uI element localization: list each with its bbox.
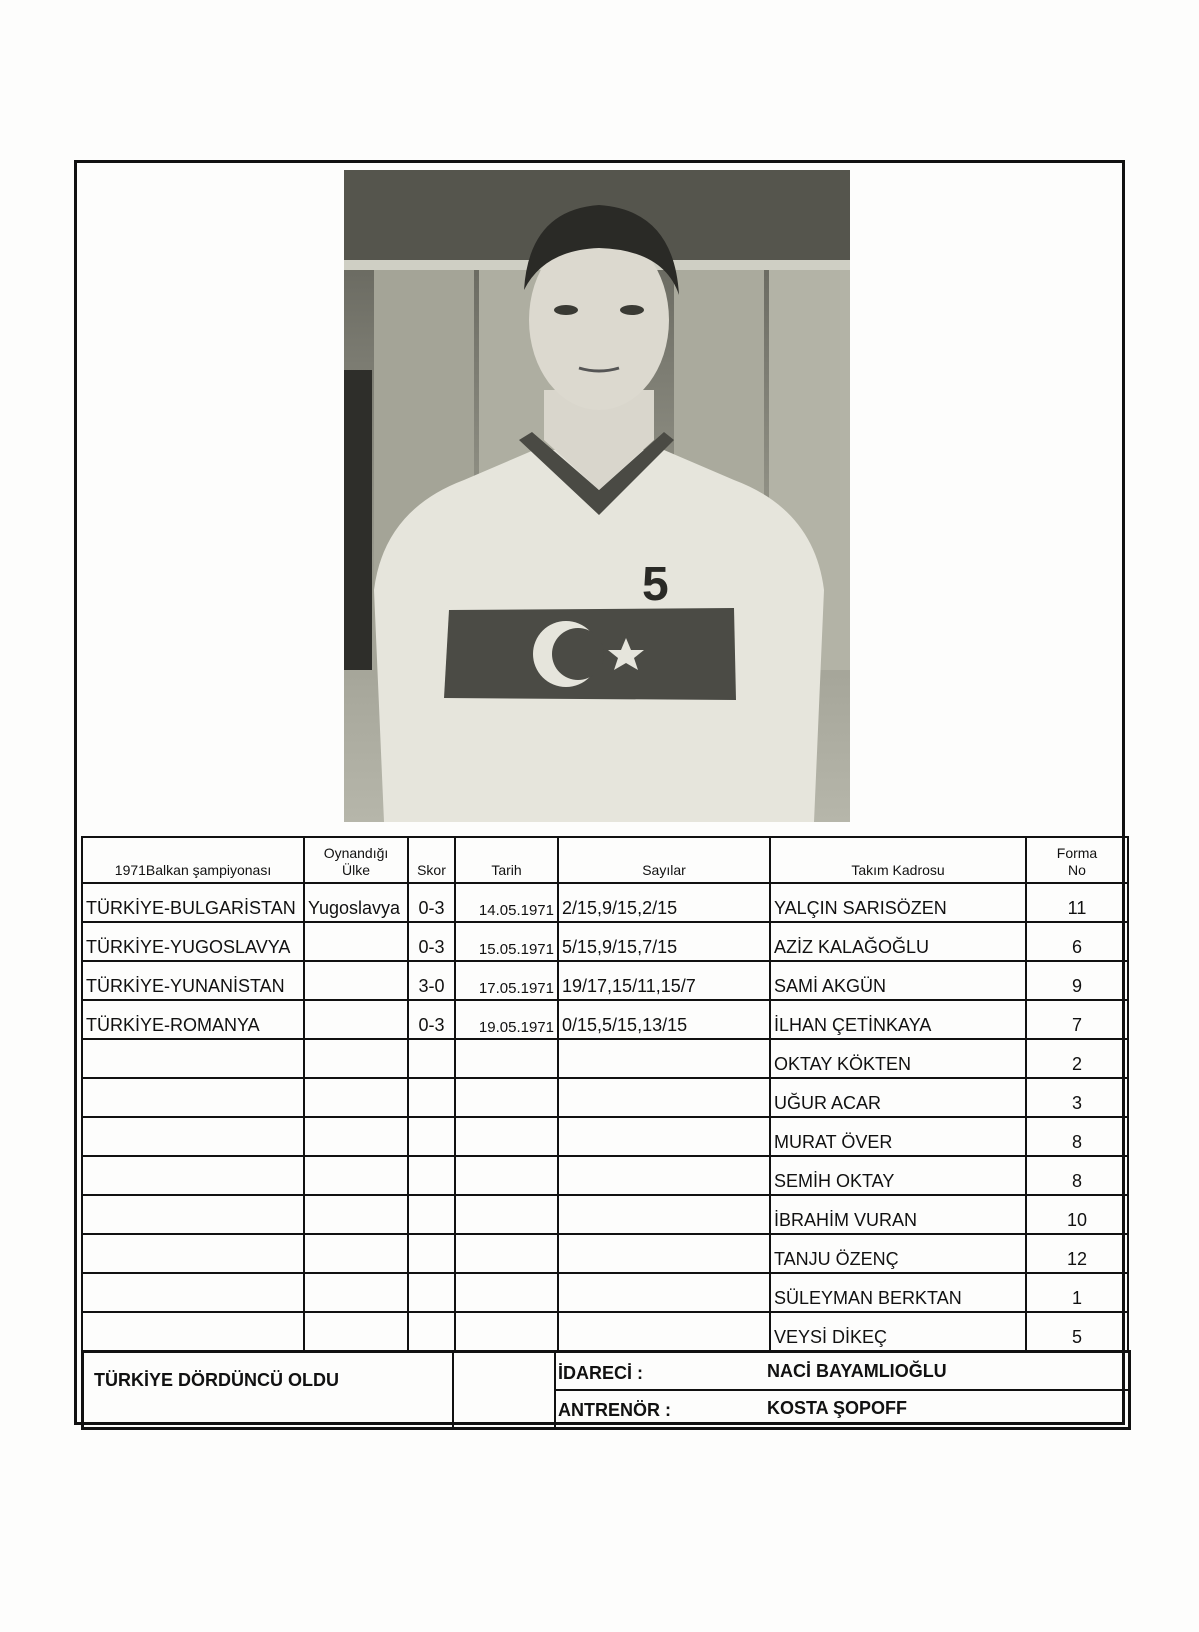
jersey-no-cell: 12 xyxy=(1026,1234,1128,1273)
player-cell: UĞUR ACAR xyxy=(770,1078,1026,1117)
country-cell xyxy=(304,1117,408,1156)
date-cell: 15.05.1971 xyxy=(455,922,558,961)
match-cell xyxy=(82,1156,304,1195)
score-cell xyxy=(408,1156,455,1195)
jersey-no-cell: 3 xyxy=(1026,1078,1128,1117)
sets-cell xyxy=(558,1234,770,1273)
match-cell xyxy=(82,1195,304,1234)
jersey-no-cell: 2 xyxy=(1026,1039,1128,1078)
table-row xyxy=(82,1078,1128,1117)
date-cell: 19.05.1971 xyxy=(455,1000,558,1039)
date-cell xyxy=(455,1195,558,1234)
table-row xyxy=(82,1117,1128,1156)
score-cell xyxy=(408,1039,455,1078)
date-cell xyxy=(455,1117,558,1156)
country-cell xyxy=(304,1156,408,1195)
jersey-no-cell: 11 xyxy=(1026,883,1128,922)
score-cell: 0-3 xyxy=(408,1000,455,1039)
date-cell xyxy=(455,1156,558,1195)
player-cell: YALÇIN SARISÖZEN xyxy=(770,883,1026,922)
sets-cell: 19/17,15/11,15/7 xyxy=(558,961,770,1000)
match-cell xyxy=(82,1312,304,1351)
player-cell: SÜLEYMAN BERKTAN xyxy=(770,1273,1026,1312)
country-cell xyxy=(304,1039,408,1078)
table-row xyxy=(82,1156,1128,1195)
country-cell: Yugoslavya xyxy=(304,883,408,922)
country-cell xyxy=(304,922,408,961)
date-cell xyxy=(455,1039,558,1078)
manager-name: NACİ BAYAMLIOĞLU xyxy=(767,1361,947,1381)
score-cell xyxy=(408,1312,455,1351)
sets-cell: 5/15,9/15,7/15 xyxy=(558,922,770,961)
jersey-no-cell: 6 xyxy=(1026,922,1128,961)
table-row xyxy=(82,1195,1128,1234)
date-cell: 17.05.1971 xyxy=(455,961,558,1000)
score-cell xyxy=(408,1117,455,1156)
match-cell xyxy=(82,1234,304,1273)
sets-cell: 0/15,5/15,13/15 xyxy=(558,1000,770,1039)
results-table xyxy=(81,836,1127,1352)
country-cell xyxy=(304,961,408,1000)
date-cell xyxy=(455,1078,558,1117)
date-cell xyxy=(455,1312,558,1351)
match-cell: TÜRKİYE-BULGARİSTAN xyxy=(82,883,304,922)
sets-cell xyxy=(558,1039,770,1078)
player-cell: VEYSİ DİKEÇ xyxy=(770,1312,1026,1351)
match-cell xyxy=(82,1273,304,1312)
table-row xyxy=(82,1273,1128,1312)
score-cell: 3-0 xyxy=(408,961,455,1000)
date-cell: 14.05.1971 xyxy=(455,883,558,922)
table-row xyxy=(82,1234,1128,1273)
country-cell xyxy=(304,1273,408,1312)
match-cell: TÜRKİYE-ROMANYA xyxy=(82,1000,304,1039)
country-cell xyxy=(304,1000,408,1039)
jersey-no-cell: 1 xyxy=(1026,1273,1128,1312)
jersey-no-cell: 8 xyxy=(1026,1117,1128,1156)
sets-cell xyxy=(558,1078,770,1117)
score-cell: 0-3 xyxy=(408,883,455,922)
player-photo xyxy=(344,170,850,822)
sets-cell xyxy=(558,1117,770,1156)
table-header-row xyxy=(82,837,1128,883)
header-date: Tarih xyxy=(455,837,558,883)
score-cell xyxy=(408,1195,455,1234)
jersey-no-cell: 8 xyxy=(1026,1156,1128,1195)
jersey-no-cell: 10 xyxy=(1026,1195,1128,1234)
manager-label: İDARECİ : xyxy=(558,1363,643,1383)
player-cell: SAMİ AKGÜN xyxy=(770,961,1026,1000)
score-cell xyxy=(408,1078,455,1117)
sets-cell xyxy=(558,1312,770,1351)
table-row xyxy=(82,1312,1128,1351)
score-cell xyxy=(408,1273,455,1312)
header-event: 1971Balkan şampiyonası xyxy=(82,837,304,883)
match-cell xyxy=(82,1078,304,1117)
match-cell xyxy=(82,1117,304,1156)
score-cell xyxy=(408,1234,455,1273)
player-cell: OKTAY KÖKTEN xyxy=(770,1039,1026,1078)
date-cell xyxy=(455,1273,558,1312)
sets-cell: 2/15,9/15,2/15 xyxy=(558,883,770,922)
table-row xyxy=(82,1039,1128,1078)
country-cell xyxy=(304,1078,408,1117)
player-cell: AZİZ KALAĞOĞLU xyxy=(770,922,1026,961)
player-cell: SEMİH OKTAY xyxy=(770,1156,1026,1195)
table-row xyxy=(82,883,1128,922)
player-cell: TANJU ÖZENÇ xyxy=(770,1234,1026,1273)
match-cell: TÜRKİYE-YUNANİSTAN xyxy=(82,961,304,1000)
jersey-no-cell: 7 xyxy=(1026,1000,1128,1039)
score-cell: 0-3 xyxy=(408,922,455,961)
header-country: Oynandığı Ülke xyxy=(304,837,408,883)
header-jersey: Forma No xyxy=(1026,837,1128,883)
header-sets: Sayılar xyxy=(558,837,770,883)
country-cell xyxy=(304,1312,408,1351)
result-text: TÜRKİYE DÖRDÜNCÜ OLDU xyxy=(94,1370,339,1390)
coach-name: KOSTA ŞOPOFF xyxy=(767,1398,908,1418)
table-row xyxy=(82,1000,1128,1039)
sets-cell xyxy=(558,1156,770,1195)
coach-label: ANTRENÖR : xyxy=(558,1400,671,1420)
sets-cell xyxy=(558,1273,770,1312)
header-score: Skor xyxy=(408,837,455,883)
table-row xyxy=(82,922,1128,961)
match-cell: TÜRKİYE-YUGOSLAVYA xyxy=(82,922,304,961)
jersey-no-cell: 9 xyxy=(1026,961,1128,1000)
player-cell: MURAT ÖVER xyxy=(770,1117,1026,1156)
jersey-number: 5 xyxy=(642,558,669,611)
player-cell: İLHAN ÇETİNKAYA xyxy=(770,1000,1026,1039)
footer-box xyxy=(81,1350,1131,1430)
jersey-no-cell: 5 xyxy=(1026,1312,1128,1351)
sets-cell xyxy=(558,1195,770,1234)
table-row xyxy=(82,961,1128,1000)
country-cell xyxy=(304,1195,408,1234)
player-cell: İBRAHİM VURAN xyxy=(770,1195,1026,1234)
match-cell xyxy=(82,1039,304,1078)
date-cell xyxy=(455,1234,558,1273)
country-cell xyxy=(304,1234,408,1273)
header-roster: Takım Kadrosu xyxy=(770,837,1026,883)
